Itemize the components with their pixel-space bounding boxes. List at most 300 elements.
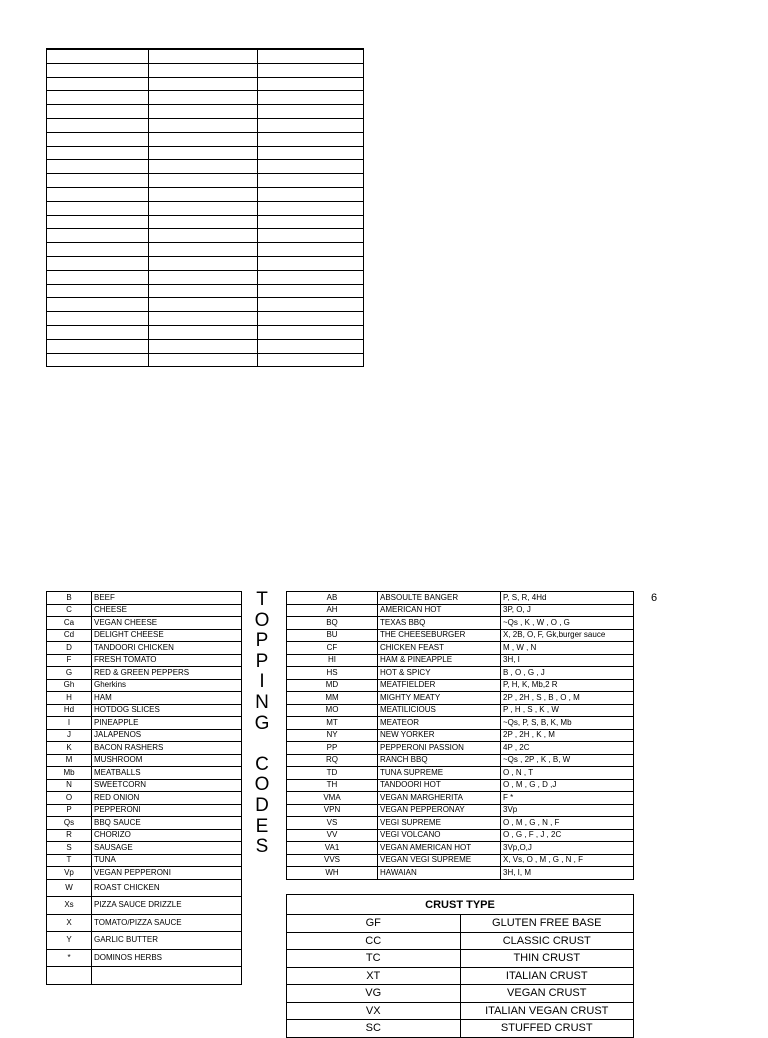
- blank-grid-cell: [149, 91, 258, 105]
- pizza-code: MD: [287, 679, 378, 692]
- pizza-code: VPN: [287, 804, 378, 817]
- pizza-row: [287, 742, 634, 755]
- blank-grid-cell: [149, 243, 258, 257]
- topping-code: B: [47, 592, 92, 605]
- topping-row: [47, 729, 242, 742]
- blank-grid-cell: [149, 174, 258, 188]
- blank-grid-cell: [47, 105, 149, 119]
- topping-code: Y: [47, 932, 92, 950]
- topping-name: TOMATO/PIZZA SAUCE: [92, 914, 242, 932]
- blank-grid-row: [47, 270, 364, 284]
- blank-grid-cell: [149, 187, 258, 201]
- pizza-row: [287, 804, 634, 817]
- crust-row: [287, 985, 634, 1003]
- pizza-toppings: B , O , G , J: [501, 667, 634, 680]
- topping-code: J: [47, 729, 92, 742]
- pizza-row: [287, 792, 634, 805]
- topping-row: [47, 932, 242, 950]
- blank-grid-cell: [47, 353, 149, 367]
- pizza-row: [287, 629, 634, 642]
- crust-name: GLUTEN FREE BASE: [460, 915, 634, 933]
- blank-grid-cell: [258, 174, 364, 188]
- title-letter: [252, 734, 272, 755]
- blank-grid-cell: [258, 132, 364, 146]
- pizza-row: [287, 729, 634, 742]
- pizza-recipes-body: [287, 592, 634, 880]
- pizza-name: VEGAN MARGHERITA: [378, 792, 501, 805]
- pizza-name: HOT & SPICY: [378, 667, 501, 680]
- pizza-name: CHICKEN FEAST: [378, 642, 501, 655]
- topping-name: Gherkins: [92, 679, 242, 692]
- pizza-row: [287, 842, 634, 855]
- topping-row: [47, 817, 242, 830]
- crust-code: VG: [287, 985, 461, 1003]
- title-letter: G: [254, 712, 270, 734]
- blank-grid-row: [47, 49, 364, 63]
- pizza-toppings: ~Qs , 2P , K , B, W: [501, 754, 634, 767]
- blank-grid-cell: [258, 339, 364, 353]
- pizza-toppings: X, 2B, O, F, Gk,burger sauce: [501, 629, 634, 642]
- blank-grid-cell: [47, 77, 149, 91]
- topping-row: [47, 592, 242, 605]
- title-letter: N: [255, 691, 269, 713]
- blank-grid-cell: [47, 118, 149, 132]
- blank-grid-cell: [149, 325, 258, 339]
- blank-grid-cell: [258, 187, 364, 201]
- topping-name: RED ONION: [92, 792, 242, 805]
- pizza-row: [287, 854, 634, 867]
- pizza-name: THE CHEESEBURGER: [378, 629, 501, 642]
- blank-grid-row: [47, 284, 364, 298]
- pizza-toppings: 3Vp,O,J: [501, 842, 634, 855]
- blank-grid-cell: [149, 132, 258, 146]
- blank-grid-row: [47, 146, 364, 160]
- blank-grid-cell: [47, 256, 149, 270]
- blank-grid-cell: [47, 215, 149, 229]
- crust-name: THIN CRUST: [460, 950, 634, 968]
- title-letter: O: [254, 609, 270, 631]
- pizza-row: [287, 642, 634, 655]
- blank-grid-cell: [47, 174, 149, 188]
- pizza-toppings: 2P , 2H , K , M: [501, 729, 634, 742]
- topping-row: [47, 742, 242, 755]
- pizza-toppings: O , M , G , D ,J: [501, 779, 634, 792]
- topping-row: [47, 867, 242, 880]
- topping-row: [47, 717, 242, 730]
- pizza-row: [287, 679, 634, 692]
- topping-name: BBQ SAUCE: [92, 817, 242, 830]
- pizza-toppings: ~Qs, P, S, B, K, Mb: [501, 717, 634, 730]
- topping-row: [47, 779, 242, 792]
- topping-name: CHEESE: [92, 604, 242, 617]
- pizza-toppings: 3P, O, J: [501, 604, 634, 617]
- topping-code: D: [47, 642, 92, 655]
- topping-code: G: [47, 667, 92, 680]
- topping-code: R: [47, 829, 92, 842]
- blank-grid-cell: [149, 229, 258, 243]
- pizza-row: [287, 867, 634, 880]
- blank-grid-cell: [47, 146, 149, 160]
- pizza-code: VA1: [287, 842, 378, 855]
- pizza-name: VEGAN AMERICAN HOT: [378, 842, 501, 855]
- pizza-name: MIGHTY MEATY: [378, 692, 501, 705]
- topping-name: FRESH TOMATO: [92, 654, 242, 667]
- pizza-row: [287, 617, 634, 630]
- pizza-row: [287, 692, 634, 705]
- blank-grid-cell: [258, 118, 364, 132]
- pizza-toppings: 3H, I, M: [501, 867, 634, 880]
- blank-grid-cell: [258, 49, 364, 63]
- pizza-toppings: X, Vs, O , M , G , N , F: [501, 854, 634, 867]
- pizza-row: [287, 667, 634, 680]
- blank-grid-cell: [47, 284, 149, 298]
- topping-codes-body: [47, 592, 242, 985]
- topping-name: [92, 967, 242, 985]
- topping-name: VEGAN CHEESE: [92, 617, 242, 630]
- blank-grid-cell: [47, 270, 149, 284]
- topping-row: [47, 879, 242, 897]
- blank-grid-row: [47, 325, 364, 339]
- title-letter: I: [259, 671, 265, 693]
- topping-name: MUSHROOM: [92, 754, 242, 767]
- topping-row: [47, 842, 242, 855]
- topping-row: [47, 949, 242, 967]
- pizza-code: CF: [287, 642, 378, 655]
- blank-grid-cell: [149, 284, 258, 298]
- pizza-toppings: 3H, I: [501, 654, 634, 667]
- crust-row: [287, 1020, 634, 1038]
- topping-row: [47, 704, 242, 717]
- crust-row: [287, 967, 634, 985]
- crust-name: ITALIAN CRUST: [460, 967, 634, 985]
- blank-grid-cell: [258, 298, 364, 312]
- blank-grid-cell: [149, 118, 258, 132]
- blank-grid-cell: [149, 353, 258, 367]
- pizza-toppings: P , H , S , K , W: [501, 704, 634, 717]
- blank-grid-row: [47, 339, 364, 353]
- topping-code: Qs: [47, 817, 92, 830]
- blank-grid-cell: [258, 77, 364, 91]
- topping-name: PIZZA SAUCE DRIZZLE: [92, 897, 242, 915]
- topping-name: ROAST CHICKEN: [92, 879, 242, 897]
- topping-code: M: [47, 754, 92, 767]
- pizza-name: PEPPERONI PASSION: [378, 742, 501, 755]
- blank-grid-cell: [149, 77, 258, 91]
- blank-grid-cell: [47, 201, 149, 215]
- title-letter: P: [255, 630, 269, 652]
- blank-grid-cell: [258, 105, 364, 119]
- blank-grid-cell: [258, 91, 364, 105]
- crust-name: ITALIAN VEGAN CRUST: [460, 1002, 634, 1020]
- blank-grid-cell: [47, 339, 149, 353]
- pizza-code: HS: [287, 667, 378, 680]
- topping-code: X: [47, 914, 92, 932]
- topping-row: [47, 767, 242, 780]
- topping-name: SWEETCORN: [92, 779, 242, 792]
- blank-grid-table: [46, 48, 364, 367]
- blank-grid-cell: [149, 215, 258, 229]
- topping-name: GARLIC BUTTER: [92, 932, 242, 950]
- crust-type-table: [286, 894, 634, 1038]
- topping-row: [47, 914, 242, 932]
- pizza-code: NY: [287, 729, 378, 742]
- blank-grid-cell: [47, 160, 149, 174]
- crust-code: XT: [287, 967, 461, 985]
- blank-grid-row: [47, 243, 364, 257]
- pizza-toppings: ~Qs , K , W , O , G: [501, 617, 634, 630]
- blank-grid-row: [47, 229, 364, 243]
- topping-row: [47, 792, 242, 805]
- blank-grid-cell: [47, 243, 149, 257]
- blank-grid-cell: [258, 256, 364, 270]
- blank-grid-cell: [258, 312, 364, 326]
- pizza-name: MEATEOR: [378, 717, 501, 730]
- pizza-toppings: 3Vp: [501, 804, 634, 817]
- crust-row: [287, 932, 634, 950]
- pizza-toppings: P, S, R, 4Hd: [501, 592, 634, 605]
- topping-name: RED & GREEN PEPPERS: [92, 667, 242, 680]
- title-letter: D: [255, 794, 269, 816]
- pizza-name: ABSOULTE BANGER: [378, 592, 501, 605]
- topping-code: H: [47, 692, 92, 705]
- pizza-name: AMERICAN HOT: [378, 604, 501, 617]
- crust-title: CRUST TYPE: [287, 895, 634, 915]
- topping-code: O: [47, 792, 92, 805]
- pizza-row: [287, 592, 634, 605]
- pizza-toppings: P, H, K, Mb,2 R: [501, 679, 634, 692]
- pizza-row: [287, 704, 634, 717]
- topping-name: TANDOORI CHICKEN: [92, 642, 242, 655]
- pizza-name: NEW YORKER: [378, 729, 501, 742]
- crust-name: VEGAN CRUST: [460, 985, 634, 1003]
- title-letter: P: [255, 650, 269, 672]
- blank-grid-row: [47, 312, 364, 326]
- pizza-code: AB: [287, 592, 378, 605]
- topping-name: DOMINOS HERBS: [92, 949, 242, 967]
- pizza-row: [287, 654, 634, 667]
- pizza-code: BU: [287, 629, 378, 642]
- pizza-name: TEXAS BBQ: [378, 617, 501, 630]
- topping-name: CHORIZO: [92, 829, 242, 842]
- blank-grid-row: [47, 91, 364, 105]
- pizza-row: [287, 817, 634, 830]
- blank-grid-cell: [258, 284, 364, 298]
- blank-grid-cell: [149, 63, 258, 77]
- pizza-recipes-table: [286, 591, 634, 880]
- topping-name: HAM: [92, 692, 242, 705]
- topping-code: S: [47, 842, 92, 855]
- blank-grid-row: [47, 132, 364, 146]
- topping-codes-vertical-title: [252, 590, 272, 858]
- topping-code: [47, 967, 92, 985]
- blank-grid-cell: [258, 325, 364, 339]
- blank-grid-cell: [47, 132, 149, 146]
- topping-name: PEPPERONI: [92, 804, 242, 817]
- blank-grid-cell: [149, 160, 258, 174]
- blank-grid-cell: [47, 187, 149, 201]
- pizza-name: VEGI SUPREME: [378, 817, 501, 830]
- pizza-code: HI: [287, 654, 378, 667]
- topping-name: PINEAPPLE: [92, 717, 242, 730]
- topping-code: Mb: [47, 767, 92, 780]
- pizza-name: HAWAIAN: [378, 867, 501, 880]
- pizza-row: [287, 829, 634, 842]
- pizza-name: VEGAN PEPPERONAY: [378, 804, 501, 817]
- crust-code: VX: [287, 1002, 461, 1020]
- pizza-row: [287, 767, 634, 780]
- topping-name: HOTDOG SLICES: [92, 704, 242, 717]
- page-number: 6: [651, 592, 658, 604]
- topping-code: N: [47, 779, 92, 792]
- blank-grid-cell: [258, 243, 364, 257]
- pizza-name: MEATFIELDER: [378, 679, 501, 692]
- topping-code: Hd: [47, 704, 92, 717]
- topping-row: [47, 617, 242, 630]
- topping-code: T: [47, 854, 92, 867]
- topping-row: [47, 829, 242, 842]
- blank-grid-cell: [258, 215, 364, 229]
- pizza-code: PP: [287, 742, 378, 755]
- blank-grid-cell: [258, 146, 364, 160]
- blank-grid-cell: [149, 339, 258, 353]
- blank-grid-row: [47, 298, 364, 312]
- blank-grid-cell: [47, 63, 149, 77]
- pizza-name: VEGAN VEGI SUPREME: [378, 854, 501, 867]
- pizza-code: VS: [287, 817, 378, 830]
- pizza-toppings: 4P , 2C: [501, 742, 634, 755]
- blank-grid-row: [47, 160, 364, 174]
- blank-grid-row: [47, 105, 364, 119]
- blank-grid-cell: [149, 105, 258, 119]
- pizza-code: TD: [287, 767, 378, 780]
- topping-row: [47, 629, 242, 642]
- topping-name: MEATBALLS: [92, 767, 242, 780]
- pizza-toppings: O , M , G , N , F: [501, 817, 634, 830]
- topping-name: JALAPENOS: [92, 729, 242, 742]
- blank-grid-cell: [258, 201, 364, 215]
- pizza-code: RQ: [287, 754, 378, 767]
- crust-row: [287, 950, 634, 968]
- title-letter: O: [254, 774, 270, 796]
- pizza-code: VMA: [287, 792, 378, 805]
- crust-row: [287, 1002, 634, 1020]
- blank-grid-row: [47, 174, 364, 188]
- crust-name: CLASSIC CRUST: [460, 932, 634, 950]
- topping-row: [47, 967, 242, 985]
- blank-grid-cell: [258, 229, 364, 243]
- topping-row: [47, 642, 242, 655]
- pizza-toppings: O , G , F , J , 2C: [501, 829, 634, 842]
- pizza-code: AH: [287, 604, 378, 617]
- pizza-row: [287, 604, 634, 617]
- topping-row: [47, 679, 242, 692]
- title-letter: S: [255, 836, 269, 858]
- pizza-code: TH: [287, 779, 378, 792]
- pizza-row: [287, 717, 634, 730]
- blank-grid-row: [47, 63, 364, 77]
- crust-row: [287, 915, 634, 933]
- pizza-toppings: M , W , N: [501, 642, 634, 655]
- topping-row: [47, 897, 242, 915]
- crust-name: STUFFED CRUST: [460, 1020, 634, 1038]
- blank-grid-cell: [149, 312, 258, 326]
- pizza-toppings: O , N , T: [501, 767, 634, 780]
- pizza-code: VVS: [287, 854, 378, 867]
- blank-grid-cell: [258, 160, 364, 174]
- topping-code: Gh: [47, 679, 92, 692]
- topping-code: F: [47, 654, 92, 667]
- topping-name: TUNA: [92, 854, 242, 867]
- blank-grid-cell: [47, 312, 149, 326]
- blank-grid-cell: [258, 63, 364, 77]
- topping-row: [47, 804, 242, 817]
- blank-grid-row: [47, 77, 364, 91]
- topping-codes-table: [46, 591, 242, 985]
- blank-grid-cell: [47, 91, 149, 105]
- title-letter: C: [255, 753, 269, 775]
- topping-code: Cd: [47, 629, 92, 642]
- crust-code: GF: [287, 915, 461, 933]
- blank-grid-cell: [47, 229, 149, 243]
- blank-grid-cell: [149, 49, 258, 63]
- blank-grid-row: [47, 118, 364, 132]
- topping-name: VEGAN PEPPERONI: [92, 867, 242, 880]
- pizza-name: VEGI VOLCANO: [378, 829, 501, 842]
- crust-code: CC: [287, 932, 461, 950]
- blank-grid-cell: [149, 256, 258, 270]
- blank-grid-row: [47, 201, 364, 215]
- topping-name: BEEF: [92, 592, 242, 605]
- topping-code: W: [47, 879, 92, 897]
- blank-grid-row: [47, 256, 364, 270]
- pizza-code: BQ: [287, 617, 378, 630]
- topping-row: [47, 667, 242, 680]
- crust-type-body: [287, 895, 634, 1038]
- topping-code: Vp: [47, 867, 92, 880]
- blank-grid-cell: [47, 49, 149, 63]
- blank-grid-body: [47, 49, 364, 367]
- blank-grid-row: [47, 215, 364, 229]
- topping-code: Ca: [47, 617, 92, 630]
- pizza-row: [287, 779, 634, 792]
- blank-grid-cell: [258, 353, 364, 367]
- pizza-code: MO: [287, 704, 378, 717]
- pizza-toppings: F *: [501, 792, 634, 805]
- pizza-name: TANDOORI HOT: [378, 779, 501, 792]
- title-letter: E: [255, 815, 269, 837]
- pizza-code: WH: [287, 867, 378, 880]
- blank-grid-cell: [149, 146, 258, 160]
- topping-code: K: [47, 742, 92, 755]
- topping-row: [47, 654, 242, 667]
- pizza-code: MT: [287, 717, 378, 730]
- crust-code: TC: [287, 950, 461, 968]
- topping-code: Xs: [47, 897, 92, 915]
- blank-grid-row: [47, 187, 364, 201]
- pizza-row: [287, 754, 634, 767]
- pizza-name: TUNA SUPREME: [378, 767, 501, 780]
- topping-code: I: [47, 717, 92, 730]
- topping-row: [47, 754, 242, 767]
- pizza-toppings: 2P , 2H , S , B , O , M: [501, 692, 634, 705]
- blank-grid-cell: [149, 270, 258, 284]
- topping-code: *: [47, 949, 92, 967]
- pizza-name: MEATILICIOUS: [378, 704, 501, 717]
- pizza-code: VV: [287, 829, 378, 842]
- pizza-name: HAM & PINEAPPLE: [378, 654, 501, 667]
- blank-grid-cell: [258, 270, 364, 284]
- blank-grid-cell: [149, 298, 258, 312]
